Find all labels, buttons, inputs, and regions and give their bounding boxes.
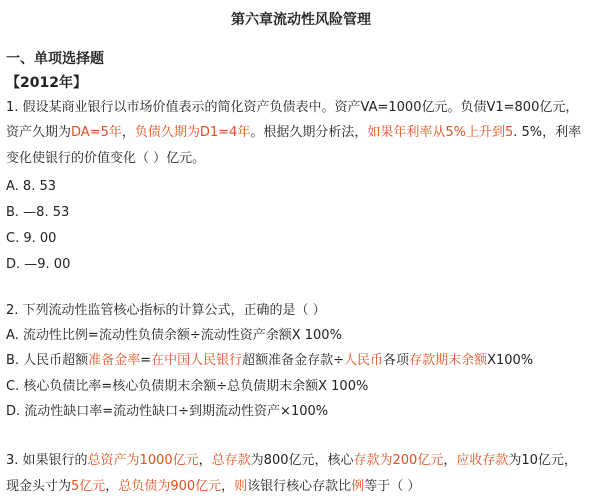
q1-text: ， bbox=[121, 125, 135, 140]
q3-text: 为10亿元， bbox=[508, 453, 577, 468]
q2-text: = bbox=[140, 353, 152, 368]
q2-option-d: D. 流动性缺口率=流动性缺口÷到期流动性资产×100% bbox=[6, 404, 329, 419]
q2-option-c: C. 核心负债比率=核心负债期末余额÷总负债期末余额X 100% bbox=[6, 379, 369, 394]
q3-text: ， bbox=[443, 453, 457, 468]
q3-text: 等于（ ） bbox=[364, 479, 421, 494]
q2-option-a: A. 流动性比例=流动性负债余额÷流动性资产余额X 100% bbox=[6, 328, 342, 343]
q1-highlight: DA=5年 bbox=[71, 125, 122, 140]
q1-line-2 bbox=[6, 124, 581, 142]
q1-text: 。根据久期分析法， bbox=[250, 125, 368, 140]
q2-highlight: 准备金率 bbox=[88, 353, 141, 368]
section-heading: 一、单项选择题 bbox=[6, 51, 104, 67]
q1-text: 资产久期为 bbox=[6, 125, 72, 140]
q3-text: 3. 如果银行的 bbox=[6, 453, 88, 468]
q3-highlight: 则 bbox=[234, 479, 248, 494]
q1-line-3: 变化使银行的价值变化（ ）亿元。 bbox=[6, 151, 206, 166]
q1-option-d: D. —9. 00 bbox=[6, 257, 71, 272]
q2-option-b bbox=[6, 352, 533, 370]
q3-text: 该银行核心存款比 bbox=[247, 479, 352, 494]
q3-highlight: 5亿元 bbox=[71, 479, 106, 494]
q2-stem: 2. 下列流动性监管核心指标的计算公式，正确的是（ ） bbox=[6, 303, 326, 318]
q3-highlight: 应收存款 bbox=[456, 453, 509, 468]
q3-line-2 bbox=[6, 478, 420, 496]
q3-text: ， bbox=[221, 479, 235, 494]
q2-highlight: 人民币 bbox=[344, 353, 384, 368]
q3-text: 为800亿元，核心 bbox=[250, 453, 354, 468]
q2-highlight: 在中国人民银行 bbox=[151, 353, 243, 368]
q1-highlight: 如果年利率从5%上升到5 bbox=[367, 125, 514, 140]
year-tag: 【2012年】 bbox=[6, 75, 87, 91]
chapter-title: 第六章流动性风险管理 bbox=[231, 12, 371, 28]
q2-highlight: 存款期末余额 bbox=[409, 353, 488, 368]
q2-text: 超额准备金存款÷ bbox=[242, 353, 345, 368]
q3-highlight: 存款为200亿元 bbox=[353, 453, 444, 468]
q3-highlight: 总资产为1000亿元 bbox=[87, 453, 199, 468]
q3-highlight: 例 bbox=[351, 479, 365, 494]
q3-highlight: 总负债为900亿元 bbox=[118, 479, 222, 494]
q2-text: 各项 bbox=[383, 353, 410, 368]
q2-text: B. 人民币超额 bbox=[6, 353, 89, 368]
q3-text: ， bbox=[198, 453, 212, 468]
q3-text: ， bbox=[105, 479, 119, 494]
q1-option-c: C. 9. 00 bbox=[6, 231, 57, 246]
q3-highlight: 总存款 bbox=[211, 453, 251, 468]
q3-line-1 bbox=[6, 452, 577, 470]
q1-option-b: B. —8. 53 bbox=[6, 205, 70, 220]
q3-text: 现金头寸为 bbox=[6, 479, 72, 494]
q2-text: X100% bbox=[487, 353, 534, 368]
q1-line-1: 1. 假设某商业银行以市场价值表示的简化资产负债表中。资产VA=1000亿元。负债V1=800亿元， bbox=[6, 100, 579, 115]
q1-option-a: A. 8. 53 bbox=[6, 179, 57, 194]
q1-text: . 5%，利率 bbox=[513, 125, 582, 140]
q1-highlight: 负债久期为D1=4年 bbox=[134, 125, 251, 140]
